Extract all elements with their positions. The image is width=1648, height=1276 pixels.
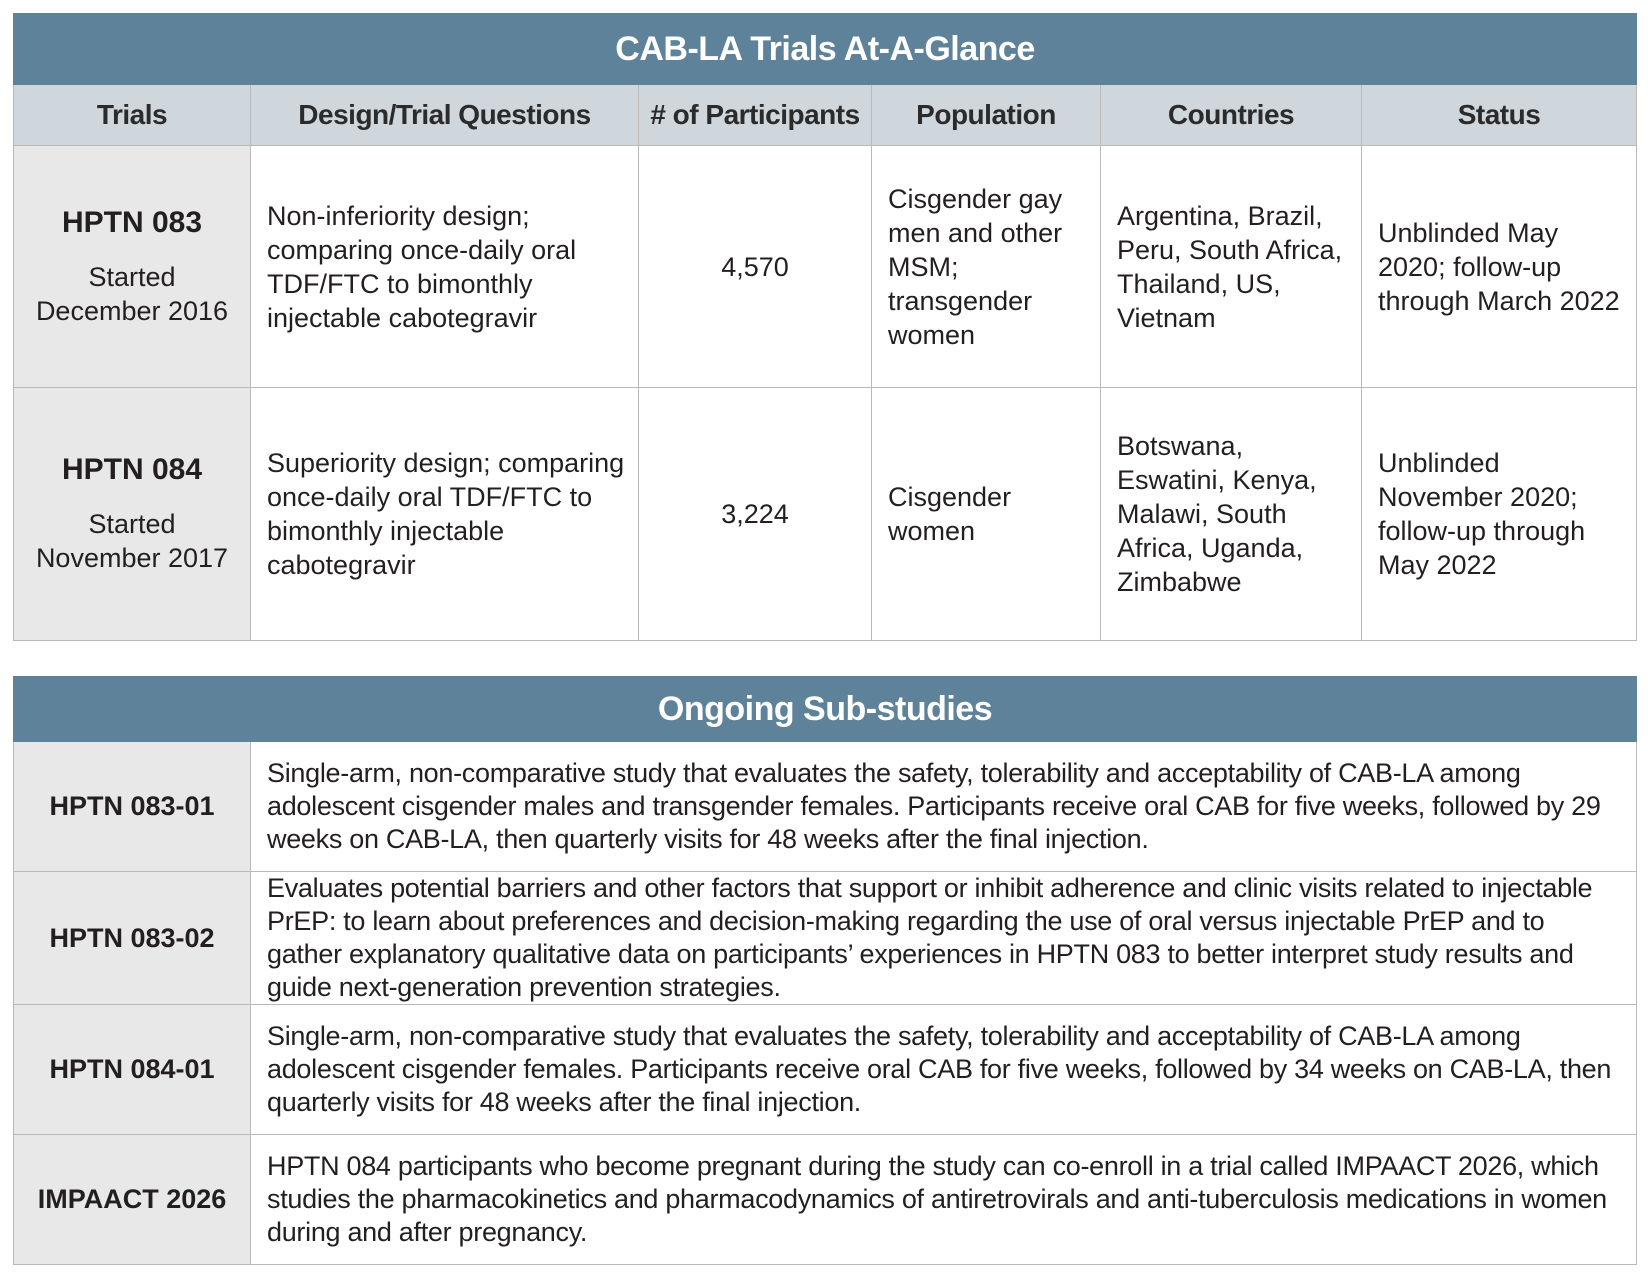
substudies-table [13,676,1637,1265]
header-status: Status [1362,85,1637,146]
trial-started-label: Started [88,509,176,539]
trial-countries: Argentina, Brazil, Peru, South Africa, Thailand, US, Vietnam [1101,146,1362,388]
trial-design: Superiority design; comparing once-daily oral TDF/FTC to bimonthly injectable cabotegravir [251,388,639,641]
trials-table [13,13,1637,641]
substudies-title-row [14,677,1637,742]
trial-design: Non-inferiority design; comparing once-daily oral TDF/FTC to bimonthly injectable cabotegravir [251,146,639,388]
trial-started-label: Started [88,261,176,292]
trials-title-row [14,14,1637,85]
trial-started-date: November 2017 [35,543,229,573]
trial-participants: 4,570 [639,146,872,388]
trial-name: HPTN 083 [61,205,203,239]
table-row [14,1005,1637,1135]
trial-status: Unblinded May 2020; follow-up through March 2022 [1362,146,1637,388]
substudy-name: HPTN 083-01 [14,742,251,872]
trial-cell [14,146,251,388]
substudies-table-title: Ongoing Sub-studies [14,677,1637,742]
trial-cell [14,388,251,641]
substudy-name: HPTN 084-01 [14,1005,251,1135]
header-participants: # of Participants [639,85,872,146]
trial-participants: 3,224 [639,388,872,641]
substudy-description: Single-arm, non-comparative study that evaluates the safety, tolerability and acceptability of CAB-LA among adolescent cisgender females. Participants receive oral CAB for five weeks, followed by 34 weeks on CAB-LA, then quarterly visits for 48 weeks after the final injection. [251,1005,1637,1135]
trial-population: Cisgender women [872,388,1101,641]
substudy-name: HPTN 083-02 [14,872,251,1005]
trial-population: Cisgender gay men and other MSM; transgender women [872,146,1101,388]
header-countries: Countries [1101,85,1362,146]
substudy-description: HPTN 084 participants who become pregnant during the study can co-enroll in a trial called IMPAACT 2026, which studies the pharmacokinetics and pharmacodynamics of antiretrovirals and anti-tuberculosis medications in women during and after pregnancy. [251,1135,1637,1265]
trial-started-date: December 2016 [35,295,229,326]
header-design: Design/Trial Questions [251,85,639,146]
header-trials: Trials [14,85,251,146]
table-row [14,388,1637,641]
substudy-description: Single-arm, non-comparative study that evaluates the safety, tolerability and acceptability of CAB-LA among adolescent cisgender males and transgender females. Participants receive oral CAB for five weeks, followed by 29 weeks on CAB-LA, then quarterly visits for 48 weeks after the final injection. [251,742,1637,872]
header-population: Population [872,85,1101,146]
trials-header-row [14,85,1637,146]
substudy-description: Evaluates potential barriers and other factors that support or inhibit adherence and clinic visits related to injectable PrEP: to learn about preferences and decision-making regarding the use of oral versus injectable PrEP and to gather explanatory qualitative data on participants’ experiences in HPTN 083 to better interpret study results and guide next-generation prevention strategies. [251,872,1637,1005]
trial-countries: Botswana, Eswatini, Kenya, Malawi, South Africa, Uganda, Zimbabwe [1101,388,1362,641]
table-row [14,872,1637,1005]
table-row [14,146,1637,388]
table-row [14,742,1637,872]
trial-status: Unblinded November 2020; follow-up through May 2022 [1362,388,1637,641]
trial-name: HPTN 084 [61,453,203,486]
substudy-name: IMPAACT 2026 [14,1135,251,1265]
table-row [14,1135,1637,1265]
trials-table-title: CAB-LA Trials At-A-Glance [14,14,1637,85]
